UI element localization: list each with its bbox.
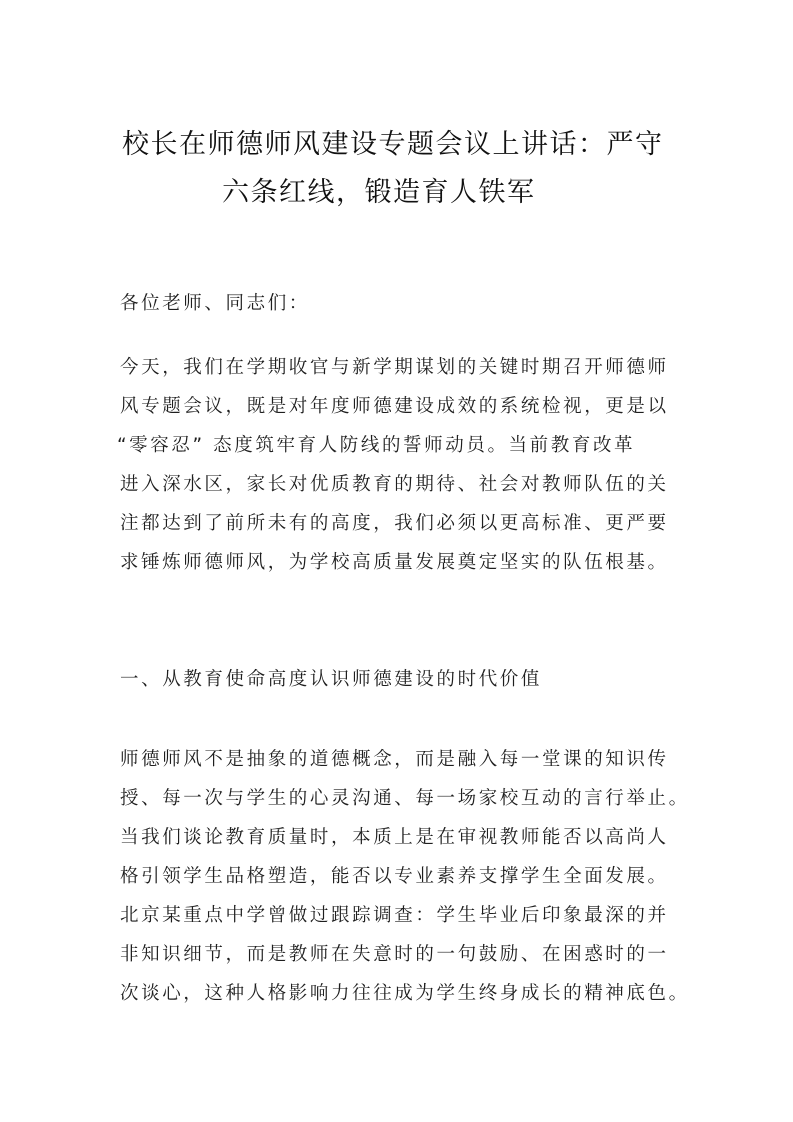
document-title-line-1: 校长在师德师风建设专题会议上讲话：严守 xyxy=(122,129,664,160)
paragraph-1-line: 风专题会议，既是对年度师德建设成效的系统检视，更是以 xyxy=(120,396,669,417)
paragraph-2-line: 师德师风不是抽象的道德概念，而是融入每一堂课的知识传 xyxy=(120,749,669,770)
paragraph-1-line: 求锤炼师德师风，为学校高质量发展奠定坚实的队伍根基。 xyxy=(120,552,669,573)
greeting: 各位老师、同志们： xyxy=(120,293,310,314)
paragraph-2-line: 非知识细节，而是教师在失意时的一句鼓励、在困惑时的一 xyxy=(120,944,669,965)
paragraph-2-line: 格引领学生品格塑造，能否以专业素养支撑学生全面发展。 xyxy=(120,866,669,887)
paragraph-2-line: 当我们谈论教育质量时，本质上是在审视教师能否以高尚人 xyxy=(120,827,669,848)
paragraph-2-line: 次谈心，这种人格影响力往往成为学生终身成长的精神底色。 xyxy=(120,983,690,1004)
paragraph-2-line: 北京某重点中学曾做过跟踪调查：学生毕业后印象最深的并 xyxy=(120,905,669,926)
paragraph-1-line: 进入深水区，家长对优质教育的期待、社会对教师队伍的关 xyxy=(120,474,669,495)
paragraph-1-line: “零容忍” 态度筑牢育人防线的誓师动员。当前教育改革 xyxy=(117,435,636,456)
paragraph-1-line: 今天，我们在学期收官与新学期谋划的关键时期召开师德师 xyxy=(120,357,669,378)
section-1-heading: 一、从教育使命高度认识师德建设的时代价值 xyxy=(120,669,543,690)
paragraph-2-line: 授、每一次与学生的心灵沟通、每一场家校互动的言行举止。 xyxy=(120,788,690,809)
paragraph-1-line: 注都达到了前所未有的高度，我们必须以更高标准、更严要 xyxy=(120,513,669,534)
document-title-line-2: 六条红线，锻造育人铁军 xyxy=(222,177,536,208)
